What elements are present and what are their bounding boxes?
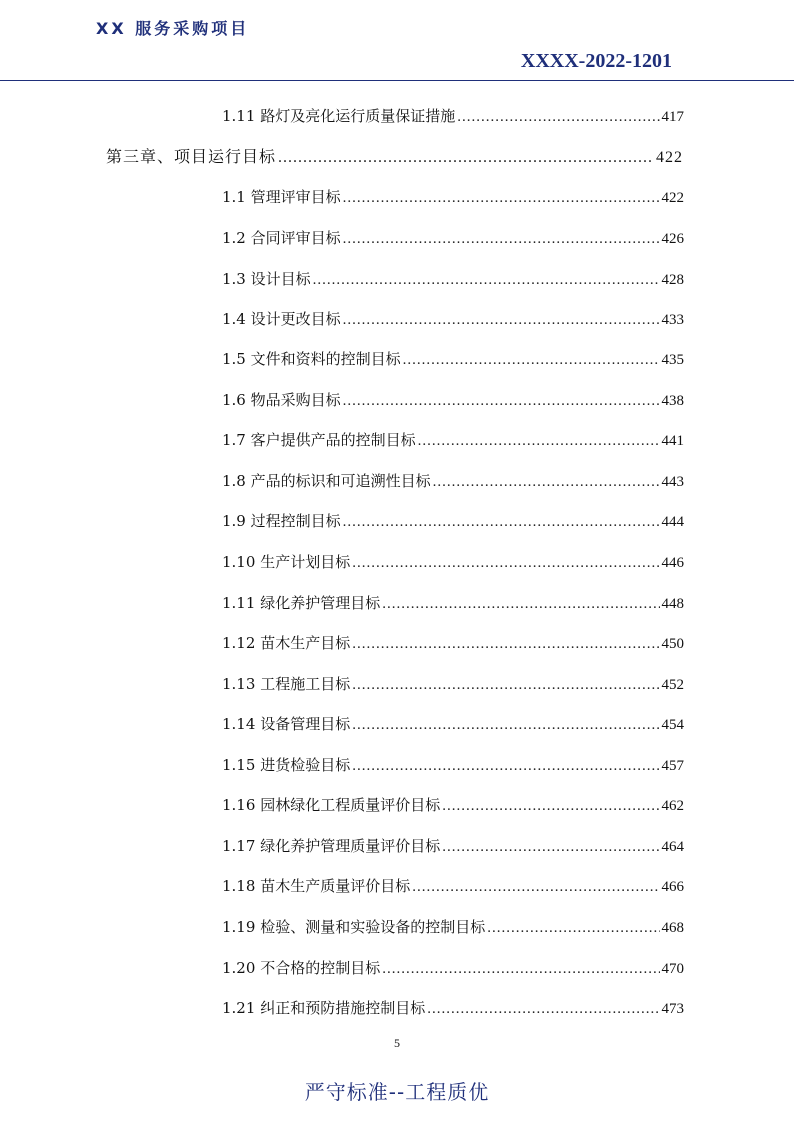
- toc-entry-title: 1.11 路灯及亮化运行质量保证措施: [222, 107, 456, 125]
- toc-entry-title: 1.2 合同评审目标: [222, 229, 341, 247]
- toc-entry[interactable]: [222, 101, 684, 131]
- toc-entry-title: 1.12 苗木生产目标: [222, 634, 351, 652]
- toc-entry-page: 422: [656, 149, 683, 166]
- header-project-title: XX 服务采购项目: [96, 19, 250, 38]
- toc-entry-title: 1.6 物品采购目标: [222, 391, 341, 409]
- toc-entry-title: 1.11 绿化养护管理目标: [222, 594, 381, 612]
- toc-leader-dots: [352, 548, 659, 578]
- toc-leader-dots: [382, 954, 659, 984]
- toc-entry-page: 462: [661, 798, 684, 814]
- toc-leader-dots: [278, 143, 654, 173]
- toc-entry-title: 1.15 进货检验目标: [222, 756, 351, 774]
- header-doc-number: XXXX-2022-1201: [520, 50, 672, 72]
- toc-entry-page: 417: [661, 109, 684, 125]
- toc-chapter-entry[interactable]: [106, 142, 683, 172]
- toc-entry-page: 457: [661, 758, 684, 774]
- toc-entry-title: 1.17 绿化养护管理质量评价目标: [222, 837, 441, 855]
- toc-entry-title: 1.20 不合格的控制目标: [222, 959, 381, 977]
- toc-entry-page: 444: [661, 514, 684, 530]
- toc-entry-page: 470: [661, 961, 684, 977]
- toc-leader-dots: [427, 994, 659, 1024]
- toc-entry-title: 1.18 苗木生产质量评价目标: [222, 877, 411, 895]
- toc-leader-dots: [433, 467, 660, 497]
- toc-entry-page: 422: [661, 190, 684, 206]
- toc-entry-page: 446: [661, 555, 684, 571]
- toc-leader-dots: [442, 791, 659, 821]
- toc-leader-dots: [352, 751, 659, 781]
- toc-leader-dots: [418, 426, 660, 456]
- toc-entry-page: 452: [661, 677, 684, 693]
- toc-entry[interactable]: [222, 547, 684, 577]
- toc-entry-page: 441: [661, 433, 684, 449]
- toc-entry-title: 1.3 设计目标: [222, 270, 311, 288]
- toc-leader-dots: [313, 265, 660, 295]
- toc-entry-title: 1.4 设计更改目标: [222, 310, 341, 328]
- toc-leader-dots: [352, 629, 659, 659]
- toc-leader-dots: [343, 224, 660, 254]
- toc-entry-page: 466: [661, 879, 684, 895]
- toc-entry[interactable]: [222, 953, 684, 983]
- toc-entry-title: 1.21 纠正和预防措施控制目标: [222, 999, 426, 1017]
- toc-leader-dots: [343, 507, 660, 537]
- toc-entry[interactable]: [222, 912, 684, 942]
- toc-entry[interactable]: [222, 790, 684, 820]
- toc-leader-dots: [382, 589, 659, 619]
- toc-entry-page: 438: [661, 393, 684, 409]
- toc-entry-page: 464: [661, 839, 684, 855]
- toc-entry-page: 426: [661, 231, 684, 247]
- toc-entry-title: 1.19 检验、测量和实验设备的控制目标: [222, 918, 486, 936]
- toc-chapter-title: 第三章、项目运行目标: [106, 147, 277, 166]
- toc-leader-dots: [487, 913, 659, 943]
- toc-entry[interactable]: [222, 588, 684, 618]
- toc-entry[interactable]: [222, 993, 684, 1023]
- toc-entry-title: 1.8 产品的标识和可追溯性目标: [222, 472, 431, 490]
- toc-leader-dots: [412, 872, 659, 902]
- toc-entry-title: 1.14 设备管理目标: [222, 715, 351, 733]
- toc-entry-page: 454: [661, 717, 684, 733]
- toc-entry[interactable]: [222, 264, 684, 294]
- toc-entry[interactable]: [222, 304, 684, 334]
- toc-entry[interactable]: [222, 223, 684, 253]
- toc-entry[interactable]: [222, 669, 684, 699]
- toc-entry-title: 1.9 过程控制目标: [222, 512, 341, 530]
- toc-entry-page: 448: [661, 596, 684, 612]
- toc-entry[interactable]: [222, 385, 684, 415]
- toc-entry-title: 1.10 生产计划目标: [222, 553, 351, 571]
- toc-leader-dots: [352, 710, 659, 740]
- toc-entry-page: 468: [661, 920, 684, 936]
- toc-entry-page: 435: [661, 352, 684, 368]
- toc-leader-dots: [343, 183, 660, 213]
- toc-entry-title: 1.16 园林绿化工程质量评价目标: [222, 796, 441, 814]
- toc-entry-page: 443: [661, 474, 684, 490]
- toc-entry[interactable]: [222, 506, 684, 536]
- toc-entry-title: 1.1 管理评审目标: [222, 188, 341, 206]
- toc-entry[interactable]: [222, 344, 684, 374]
- footer-slogan: 严守标准--工程质优: [304, 1080, 490, 1104]
- toc-leader-dots: [352, 670, 659, 700]
- toc-entry-page: 428: [661, 272, 684, 288]
- page-number: 5: [394, 1036, 400, 1050]
- toc-leader-dots: [442, 832, 659, 862]
- header-divider: [0, 80, 794, 81]
- toc-entry-page: 473: [661, 1001, 684, 1017]
- toc-entry[interactable]: [222, 466, 684, 496]
- toc-entry[interactable]: [222, 709, 684, 739]
- toc-entry-page: 433: [661, 312, 684, 328]
- toc-entry[interactable]: [222, 425, 684, 455]
- toc-entry[interactable]: [222, 628, 684, 658]
- toc-leader-dots: [457, 102, 659, 132]
- toc-leader-dots: [343, 305, 660, 335]
- toc-entry-title: 1.7 客户提供产品的控制目标: [222, 431, 416, 449]
- toc-entry[interactable]: [222, 750, 684, 780]
- toc-leader-dots: [343, 386, 660, 416]
- toc-leader-dots: [403, 345, 660, 375]
- toc-entry[interactable]: [222, 871, 684, 901]
- toc-entry-title: 1.5 文件和资料的控制目标: [222, 350, 401, 368]
- toc-entry[interactable]: [222, 831, 684, 861]
- toc-entry-page: 450: [661, 636, 684, 652]
- toc-entry[interactable]: [222, 182, 684, 212]
- toc-entry-title: 1.13 工程施工目标: [222, 675, 351, 693]
